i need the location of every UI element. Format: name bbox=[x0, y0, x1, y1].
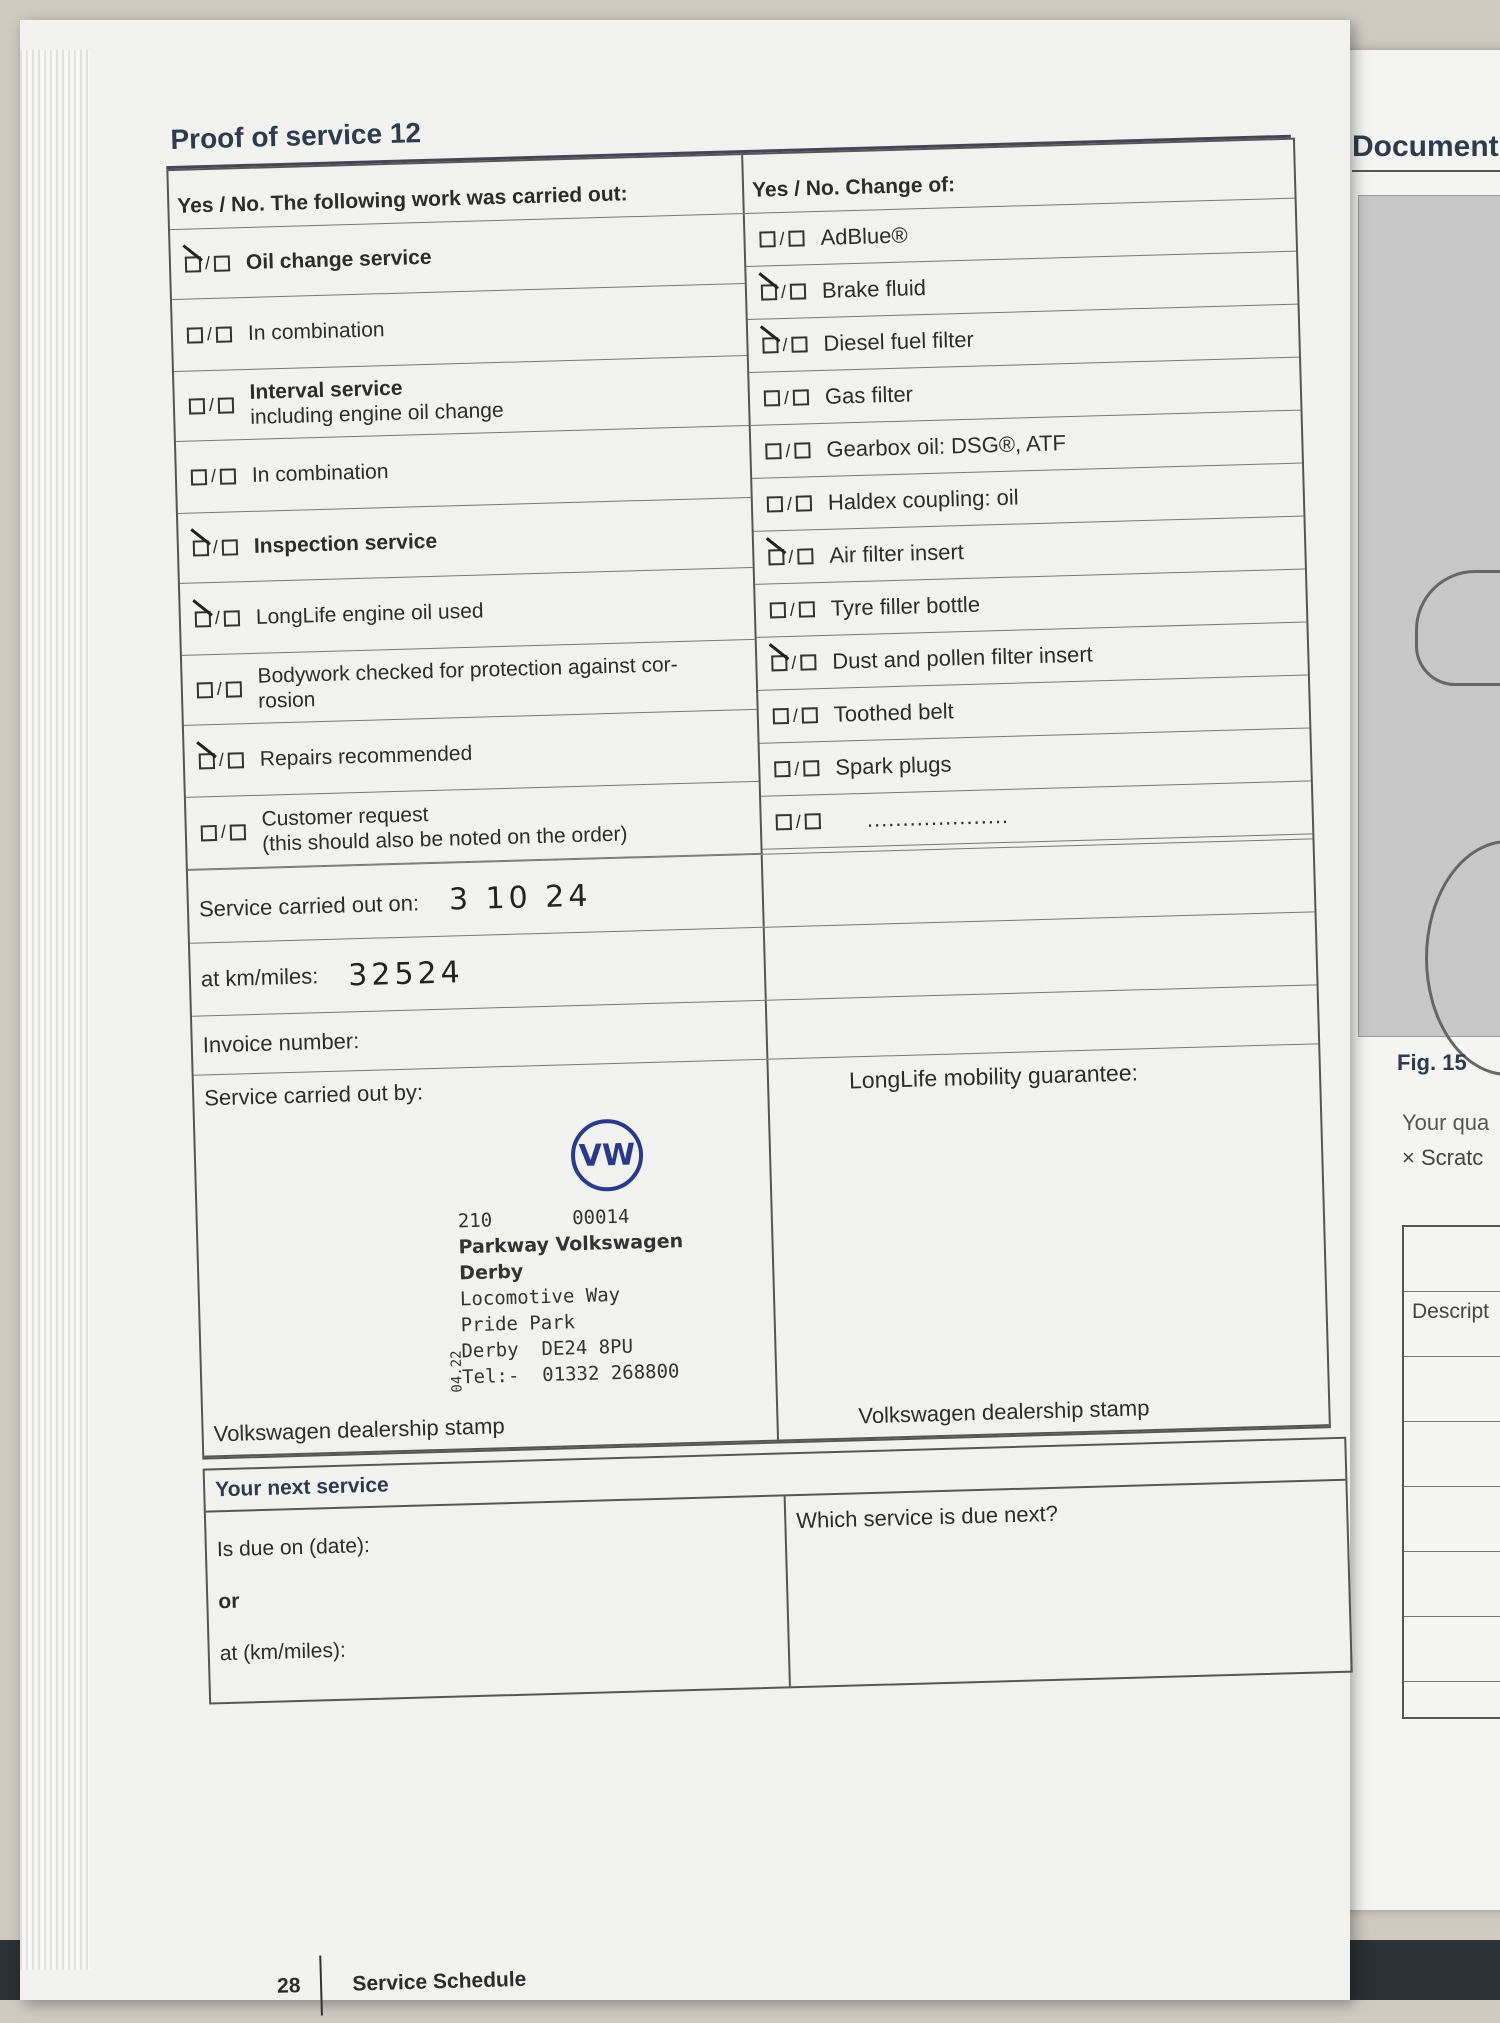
invoice-label: Invoice number: bbox=[202, 1028, 360, 1058]
no-checkbox[interactable] bbox=[226, 681, 242, 697]
yes-no-checkbox bbox=[761, 440, 815, 462]
service-book-page bbox=[20, 20, 1350, 2000]
work-item-label: Interval service bbox=[249, 376, 403, 404]
work-item-label: In combination bbox=[251, 460, 389, 487]
yes-checkbox[interactable] bbox=[199, 753, 215, 769]
no-checkbox[interactable] bbox=[797, 548, 813, 564]
yes-checkbox[interactable] bbox=[197, 682, 213, 698]
change-item-label: Air filter insert bbox=[829, 539, 965, 568]
yes-checkbox[interactable] bbox=[765, 443, 781, 459]
yes-no-separator: / bbox=[214, 607, 221, 628]
yes-no-separator: / bbox=[794, 758, 800, 779]
figure-caption: Fig. 15 bbox=[1397, 1050, 1467, 1075]
facing-page-title: Document bbox=[1352, 130, 1499, 163]
checklist-body bbox=[170, 199, 1312, 871]
yes-checkbox[interactable] bbox=[773, 708, 789, 724]
next-or-label: or bbox=[218, 1589, 240, 1614]
no-checkbox[interactable] bbox=[796, 495, 812, 511]
change-item-label: Tyre filler bottle bbox=[830, 591, 981, 621]
no-checkbox[interactable] bbox=[790, 283, 806, 299]
yes-checkbox[interactable] bbox=[195, 611, 211, 627]
no-checkbox[interactable] bbox=[805, 813, 821, 829]
next-due-date-label[interactable]: Is due on (date): bbox=[216, 1534, 371, 1562]
yes-no-separator: / bbox=[795, 811, 802, 832]
section-name: Service Schedule bbox=[352, 1967, 527, 1996]
facing-text-scratch: × Scratc bbox=[1402, 1145, 1484, 1170]
longlife-label: LongLife mobility guarantee: bbox=[848, 1059, 1139, 1094]
no-checkbox[interactable] bbox=[788, 230, 804, 246]
yes-checkbox[interactable] bbox=[762, 337, 778, 353]
yes-no-checkbox bbox=[189, 536, 243, 558]
yes-no-checkbox bbox=[197, 821, 251, 843]
page-number: 28 bbox=[276, 1974, 301, 1998]
yes-no-separator: / bbox=[789, 599, 796, 620]
yes-checkbox[interactable] bbox=[191, 469, 207, 485]
yes-no-checkbox bbox=[757, 281, 811, 303]
no-checkbox[interactable] bbox=[216, 326, 232, 342]
stamp-footer-left: Volkswagen dealership stamp bbox=[213, 1413, 505, 1447]
yes-no-separator: / bbox=[780, 281, 787, 302]
no-checkbox[interactable] bbox=[799, 601, 815, 617]
next-service-header: Your next service bbox=[205, 1439, 1346, 1513]
vw-logo-icon: VW bbox=[570, 1118, 644, 1192]
yes-no-checkbox bbox=[769, 705, 823, 727]
right-column-header: Yes / No. Change of: bbox=[751, 173, 956, 202]
service-date-label: Service carried out on: bbox=[198, 889, 420, 922]
yes-no-checkbox bbox=[755, 228, 809, 250]
stamp-code: 210 00014 bbox=[457, 1205, 630, 1233]
facing-table-header: Descript bbox=[1412, 1300, 1490, 1323]
no-checkbox[interactable] bbox=[224, 610, 240, 626]
yes-checkbox[interactable] bbox=[201, 825, 217, 841]
no-checkbox[interactable] bbox=[791, 336, 807, 352]
change-item-label: .................... bbox=[866, 802, 1010, 832]
yes-no-checkbox bbox=[191, 607, 245, 629]
no-checkbox[interactable] bbox=[218, 397, 234, 413]
yes-no-separator: / bbox=[208, 394, 215, 416]
work-item-label: Repairs recommended bbox=[259, 741, 473, 771]
service-by-label: Service carried out by: bbox=[203, 1079, 424, 1111]
yes-no-separator: / bbox=[788, 546, 794, 567]
yes-checkbox[interactable] bbox=[768, 549, 784, 565]
page-title: Proof of service 12 bbox=[170, 117, 422, 156]
no-checkbox[interactable] bbox=[222, 539, 238, 555]
stamp-footer-right: Volkswagen dealership stamp bbox=[858, 1395, 1150, 1429]
work-item-sublabel: including engine oil change bbox=[249, 398, 504, 429]
no-checkbox[interactable] bbox=[220, 468, 236, 484]
stamp-tel: Tel:- 01332 268800 bbox=[461, 1360, 680, 1389]
no-checkbox[interactable] bbox=[800, 654, 816, 670]
no-checkbox[interactable] bbox=[228, 752, 244, 768]
work-item-label: Inspection service bbox=[253, 529, 438, 558]
no-checkbox[interactable] bbox=[214, 255, 230, 271]
yes-no-separator: / bbox=[212, 536, 219, 557]
next-km-label[interactable]: at (km/miles): bbox=[219, 1638, 347, 1666]
yes-no-separator: / bbox=[218, 749, 225, 770]
yes-no-checkbox bbox=[758, 334, 812, 356]
dealer-stamp bbox=[448, 1202, 687, 1393]
dealer-stamp-area bbox=[194, 1060, 779, 1456]
change-item-label: Haldex coupling: oil bbox=[827, 484, 1019, 515]
yes-no-checkbox bbox=[766, 599, 820, 621]
work-item-label: Customer request bbox=[261, 802, 429, 831]
yes-no-separator: / bbox=[779, 228, 785, 249]
yes-checkbox[interactable] bbox=[759, 231, 775, 247]
no-checkbox[interactable] bbox=[230, 824, 246, 840]
yes-checkbox[interactable] bbox=[187, 327, 203, 343]
yes-no-checkbox bbox=[763, 493, 817, 515]
next-service-box bbox=[203, 1437, 1353, 1705]
yes-no-checkbox bbox=[183, 323, 237, 345]
yes-no-checkbox bbox=[181, 252, 235, 274]
yes-checkbox[interactable] bbox=[770, 602, 786, 618]
change-item-label: AdBlue® bbox=[820, 222, 908, 250]
yes-checkbox[interactable] bbox=[189, 398, 205, 414]
yes-no-separator: / bbox=[216, 678, 223, 699]
stamp-street: Locomotive Way bbox=[459, 1283, 621, 1311]
stamp-postcode: Derby DE24 8PU bbox=[461, 1335, 634, 1363]
yes-no-checkbox bbox=[195, 749, 249, 771]
yes-checkbox[interactable] bbox=[193, 540, 209, 556]
km-value[interactable]: 32524 bbox=[347, 954, 465, 993]
yes-checkbox[interactable] bbox=[185, 256, 201, 272]
change-item-label: Dust and pollen filter insert bbox=[831, 641, 1094, 674]
yes-no-checkbox bbox=[760, 387, 814, 409]
service-date-value[interactable]: 3 10 24 bbox=[448, 878, 592, 918]
stamp-dealer: Parkway Volkswagen bbox=[458, 1230, 684, 1259]
divider bbox=[320, 1956, 324, 2016]
change-item-label: Spark plugs bbox=[834, 751, 952, 780]
yes-checkbox[interactable] bbox=[774, 761, 790, 777]
no-checkbox[interactable] bbox=[802, 707, 818, 723]
yes-checkbox[interactable] bbox=[761, 284, 777, 300]
km-label: at km/miles: bbox=[200, 963, 319, 992]
stamp-area: Pride Park bbox=[460, 1311, 576, 1337]
work-item-sublabel: rosion bbox=[257, 687, 316, 713]
yes-no-checkbox bbox=[193, 678, 247, 700]
yes-checkbox[interactable] bbox=[764, 390, 780, 406]
no-checkbox[interactable] bbox=[794, 442, 810, 458]
yes-no-checkbox bbox=[764, 546, 818, 568]
yes-no-separator: / bbox=[786, 493, 793, 514]
yes-checkbox[interactable] bbox=[771, 655, 787, 671]
service-form bbox=[166, 138, 1331, 1460]
yes-no-separator: / bbox=[782, 334, 788, 355]
facing-text-your: Your qua bbox=[1402, 1110, 1490, 1135]
yes-no-separator: / bbox=[792, 705, 799, 726]
yes-no-separator: / bbox=[204, 252, 211, 274]
stamp-city: Derby bbox=[458, 1260, 524, 1285]
yes-no-checkbox bbox=[185, 394, 239, 416]
yes-no-separator: / bbox=[791, 652, 797, 673]
change-item-label: Toothed belt bbox=[833, 698, 954, 727]
change-item-label: Diesel fuel filter bbox=[823, 326, 975, 356]
change-item-label: Gearbox oil: DSG®, ATF bbox=[826, 430, 1067, 462]
work-item-label: In combination bbox=[247, 318, 385, 345]
next-which-label[interactable]: Which service is due next? bbox=[795, 1500, 1059, 1534]
yes-no-separator: / bbox=[210, 465, 217, 487]
yes-no-separator: / bbox=[783, 387, 790, 408]
stamp-side-code: 04.22 bbox=[448, 1350, 466, 1393]
left-column-header: Yes / No. The following work was carried out: bbox=[177, 182, 628, 218]
change-item-label: Brake fluid bbox=[821, 274, 927, 303]
yes-checkbox[interactable] bbox=[767, 496, 783, 512]
yes-checkbox[interactable] bbox=[776, 814, 792, 830]
yes-no-checkbox bbox=[772, 811, 826, 833]
yes-no-separator: / bbox=[220, 821, 227, 842]
work-item-sublabel: (this should also be noted on the order) bbox=[261, 822, 628, 856]
longlife-stamp-area bbox=[768, 1044, 1328, 1439]
no-checkbox[interactable] bbox=[803, 760, 819, 776]
page-footer bbox=[276, 1950, 527, 2017]
work-item-label: Oil change service bbox=[245, 245, 432, 274]
yes-no-checkbox bbox=[770, 758, 824, 780]
work-item-label: LongLife engine oil used bbox=[255, 599, 484, 629]
divider bbox=[1352, 170, 1500, 172]
change-item-label: Gas filter bbox=[824, 381, 914, 409]
yes-no-checkbox bbox=[767, 652, 821, 674]
no-checkbox[interactable] bbox=[793, 389, 809, 405]
yes-no-checkbox bbox=[187, 465, 241, 487]
yes-no-separator: / bbox=[206, 323, 213, 345]
work-item-label: Bodywork checked for protection against cor- bbox=[257, 652, 678, 688]
yes-no-separator: / bbox=[785, 440, 791, 461]
